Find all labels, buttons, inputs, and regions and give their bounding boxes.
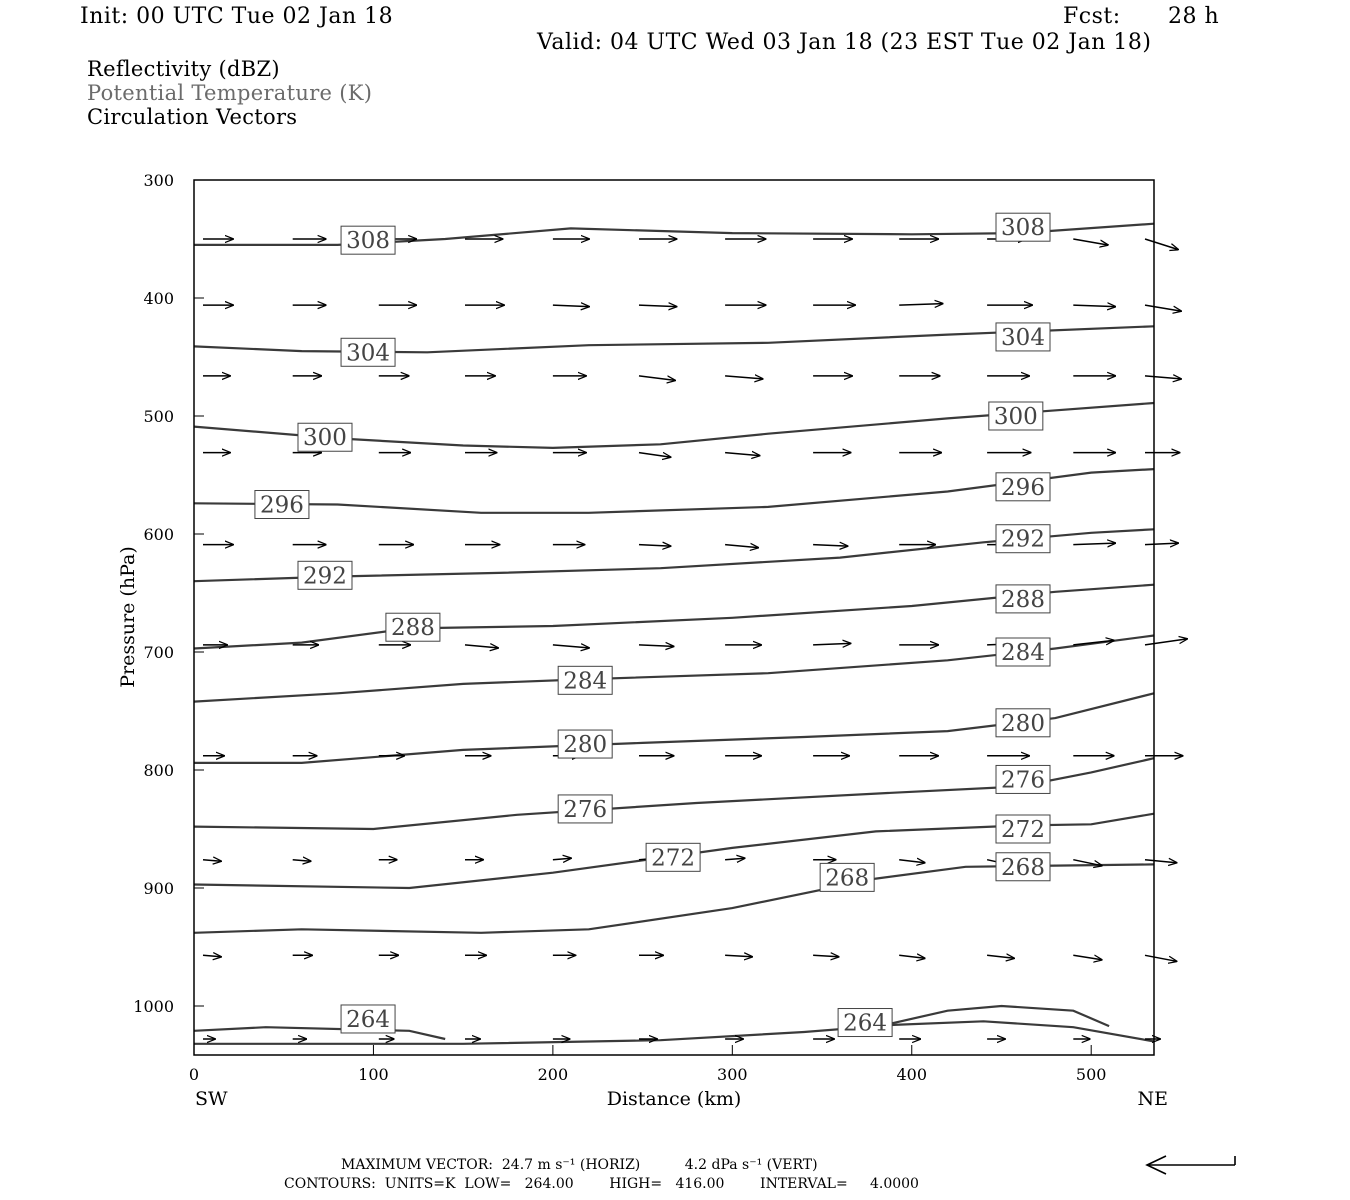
- circulation-vector: [1073, 543, 1115, 545]
- legend-potential-temperature: Potential Temperature (K): [87, 81, 373, 105]
- circulation-vector: [813, 643, 851, 645]
- svg-text:264: 264: [346, 1006, 391, 1033]
- circulation-vector: [639, 645, 674, 647]
- circulation-vector: [725, 858, 745, 860]
- svg-text:292: 292: [303, 563, 347, 590]
- circulation-vector: [1073, 305, 1115, 307]
- init-time: Init: 00 UTC Tue 02 Jan 18: [80, 4, 394, 29]
- svg-text:272: 272: [1001, 817, 1045, 843]
- y-axis-label: Pressure (hPa): [117, 546, 139, 688]
- circulation-vector: [639, 376, 675, 381]
- svg-text:308: 308: [346, 228, 391, 255]
- circulation-vector: [899, 955, 925, 958]
- x-tick-label: 0: [188, 1065, 200, 1084]
- circulation-vector: [725, 376, 763, 379]
- contour-label-284: [558, 666, 612, 694]
- svg-text:276: 276: [1001, 767, 1045, 794]
- y-tick-label: 500: [143, 407, 174, 426]
- circulation-vector: [293, 860, 311, 862]
- x-axis-right-end-label: NE: [1137, 1088, 1168, 1110]
- circulation-vector: [1145, 639, 1187, 645]
- contour-label-292: [298, 561, 352, 589]
- svg-text:268: 268: [1001, 854, 1045, 881]
- forecast-label: Fcst:: [1063, 4, 1121, 29]
- y-tick-label: 800: [143, 761, 174, 780]
- y-tick-label: 400: [143, 289, 174, 308]
- circulation-vector: [1073, 239, 1108, 245]
- svg-text:308: 308: [1001, 215, 1045, 242]
- legend-circulation-vectors: Circulation Vectors: [87, 105, 298, 129]
- x-tick-label: 300: [717, 1065, 748, 1084]
- circulation-vector: [1145, 305, 1181, 311]
- contour-264-line: [194, 1021, 1154, 1044]
- circulation-vector: [1073, 955, 1102, 960]
- contour-label-276: [996, 765, 1050, 793]
- circulation-vector: [899, 304, 943, 306]
- contour-label-308: [341, 226, 395, 254]
- circulation-vector: [987, 955, 1014, 958]
- circulation-vector: [553, 305, 589, 307]
- svg-text:300: 300: [993, 404, 1038, 430]
- y-tick-label: 900: [143, 879, 174, 898]
- circulation-vector: [465, 645, 498, 648]
- contour-label-288: [996, 585, 1050, 613]
- circulation-vector: [813, 545, 848, 547]
- max-vector-note: MAXIMUM VECTOR: 24.7 m s⁻¹ (HORIZ) 4.2 dPa s⁻¹ (VERT): [341, 1157, 818, 1173]
- svg-text:296: 296: [1001, 474, 1045, 501]
- x-tick-label: 400: [896, 1065, 928, 1084]
- svg-text:268: 268: [825, 865, 870, 892]
- contour-label-304: [341, 338, 395, 366]
- contour-label-300: [298, 423, 352, 451]
- circulation-vector: [725, 453, 760, 456]
- x-axis-label: Distance (km): [606, 1088, 742, 1110]
- svg-text:296: 296: [259, 492, 304, 519]
- svg-text:288: 288: [1001, 586, 1045, 613]
- contour-label-268: [820, 863, 874, 891]
- contour-label-272: [646, 843, 700, 871]
- contour-label-308: [996, 213, 1050, 241]
- circulation-vector: [1145, 543, 1178, 545]
- contour-label-284: [996, 638, 1050, 666]
- contour-264-line: [194, 1027, 445, 1039]
- contour-label-layer: [255, 213, 1050, 1036]
- x-tick-label: 100: [358, 1065, 389, 1084]
- forecast-hour: 28 h: [1168, 4, 1220, 29]
- circulation-vector: [1145, 955, 1177, 961]
- x-tick-label: 500: [1075, 1065, 1107, 1084]
- contour-label-292: [996, 525, 1050, 553]
- svg-text:264: 264: [843, 1010, 888, 1037]
- svg-text:288: 288: [390, 615, 435, 642]
- circulation-vector: [203, 860, 221, 862]
- circulation-vector: [813, 955, 839, 957]
- contours-note: CONTOURS: UNITS=K LOW= 264.00 HIGH= 416.00 INTERVAL= 4.0000: [284, 1176, 919, 1192]
- svg-text:304: 304: [1001, 324, 1045, 351]
- circulation-vector: [639, 305, 677, 307]
- circulation-vector: [1145, 860, 1177, 863]
- svg-text:272: 272: [651, 845, 696, 872]
- contour-label-296: [255, 491, 309, 519]
- svg-text:280: 280: [563, 732, 608, 759]
- circulation-vector: [553, 645, 589, 648]
- circulation-vector: [639, 545, 671, 547]
- circulation-vector: [899, 860, 925, 863]
- circulation-vector: [553, 858, 571, 860]
- reference-vector-arrow: [1147, 1156, 1235, 1174]
- y-tick-label: 700: [143, 643, 174, 662]
- plot-frame: [194, 180, 1154, 1055]
- svg-text:284: 284: [1001, 640, 1045, 666]
- y-tick-label: 600: [143, 525, 174, 544]
- x-tick-label: 200: [537, 1065, 569, 1084]
- contour-label-264: [341, 1005, 395, 1033]
- valid-time: Valid: 04 UTC Wed 03 Jan 18 (23 EST Tue 02 Jan 18): [537, 30, 1152, 55]
- contour-label-268: [996, 853, 1050, 881]
- y-tick-label: 1000: [133, 997, 174, 1016]
- x-axis-left-end-label: SW: [195, 1088, 228, 1110]
- contour-label-296: [996, 473, 1050, 501]
- svg-text:284: 284: [563, 668, 608, 695]
- contour-label-300: [989, 402, 1043, 430]
- svg-text:292: 292: [1001, 526, 1045, 553]
- contour-label-288: [386, 613, 440, 641]
- contour-label-280: [558, 730, 612, 758]
- svg-text:300: 300: [303, 425, 347, 452]
- circulation-vector: [1145, 376, 1181, 379]
- contour-label-272: [996, 815, 1050, 843]
- circulation-vector: [725, 545, 758, 548]
- contour-label-264: [838, 1009, 892, 1037]
- svg-text:276: 276: [563, 796, 608, 823]
- svg-text:304: 304: [346, 340, 391, 367]
- tick-layer: [133, 171, 1106, 1084]
- circulation-vector: [203, 955, 221, 957]
- circulation-vector: [1145, 239, 1178, 250]
- circulation-vector: [725, 955, 752, 957]
- circulation-vector: [639, 453, 671, 458]
- legend-reflectivity: Reflectivity (dBZ): [87, 57, 280, 81]
- contour-label-276: [558, 795, 612, 823]
- svg-text:280: 280: [1001, 710, 1045, 737]
- contour-label-280: [996, 709, 1050, 737]
- contour-label-304: [996, 323, 1050, 351]
- y-tick-label: 300: [143, 171, 174, 190]
